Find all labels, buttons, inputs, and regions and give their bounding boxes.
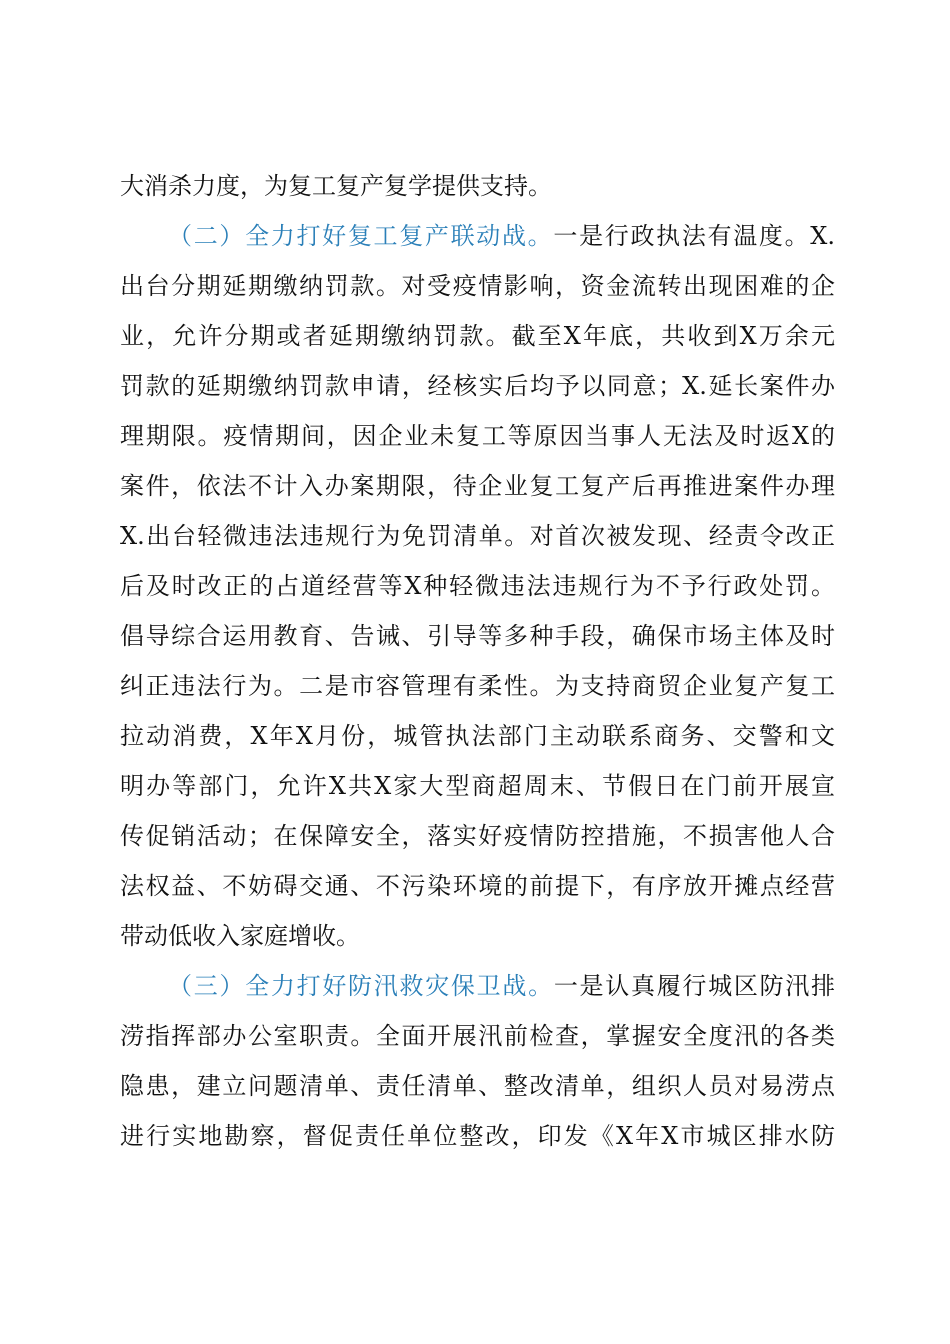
line-text: 理期限。疫情期间，因企业未复工等原因当事人无法及时返X的 (120, 422, 835, 450)
line-text: 涝指挥部办公室职责。全面开展汛前检查，掌握安全度汛的各类 (120, 1022, 835, 1050)
text-line (120, 566, 835, 606)
line-text: 案件，依法不计入办案期限，待企业复工复产后再推进案件办理 (120, 472, 835, 500)
text-line (120, 716, 835, 756)
text-line (120, 166, 835, 206)
text-line (120, 366, 835, 406)
line-text: 一是认真履行城区防汛排 (553, 972, 836, 1000)
text-line (120, 766, 835, 806)
line-text: 隐患，建立问题清单、责任清单、整改清单，组织人员对易涝点 (120, 1072, 835, 1100)
text-line (120, 866, 835, 906)
text-line (120, 816, 835, 856)
text-line (120, 516, 835, 556)
section-heading: （三）全力打好防汛救灾保卫战。 (168, 972, 554, 1000)
section-heading: （二）全力打好复工复产联动战。 (168, 222, 554, 250)
line-text: 明办等部门，允许X共X家大型商超周末、节假日在门前开展宣 (120, 772, 835, 800)
text-line (120, 466, 835, 506)
line-text: 传促销活动；在保障安全，落实好疫情防控措施，不损害他人合 (120, 822, 835, 850)
line-text: 法权益、不妨碍交通、不污染环境的前提下，有序放开摊点经营 (120, 872, 835, 900)
line-text: 出台分期延期缴纳罚款。对受疫情影响，资金流转出现困难的企 (120, 272, 835, 300)
text-line (120, 1066, 835, 1106)
line-text: 大消杀力度，为复工复产复学提供支持。 (120, 172, 552, 200)
line-text: 纠正违法行为。二是市容管理有柔性。为支持商贸企业复产复工 (120, 672, 835, 700)
line-text: 后及时改正的占道经营等X种轻微违法违规行为不予行政处罚。 (120, 572, 835, 600)
text-line (120, 666, 835, 706)
text-line (120, 1016, 835, 1056)
line-text: 带动低收入家庭增收。 (120, 922, 360, 950)
text-line (120, 916, 835, 956)
text-line (120, 316, 835, 356)
text-line (120, 266, 835, 306)
line-text: 倡导综合运用教育、告诫、引导等多种手段，确保市场主体及时 (120, 622, 835, 650)
line-text: 拉动消费，X年X月份，城管执法部门主动联系商务、交警和文 (120, 722, 835, 750)
line-text: 一是行政执法有温度。X. (553, 222, 836, 250)
text-line (120, 1116, 835, 1156)
text-line (120, 616, 835, 656)
text-line (168, 966, 835, 1006)
text-line (168, 216, 835, 256)
line-text: 罚款的延期缴纳罚款申请，经核实后均予以同意；X.延长案件办 (120, 372, 835, 400)
text-line (120, 416, 835, 456)
line-text: X.出台轻微违法违规行为免罚清单。对首次被发现、经责令改正 (120, 522, 835, 550)
line-text: 进行实地勘察，督促责任单位整改，印发《X年X市城区排水防 (120, 1122, 835, 1150)
line-text: 业，允许分期或者延期缴纳罚款。截至X年底，共收到X万余元 (120, 322, 835, 350)
